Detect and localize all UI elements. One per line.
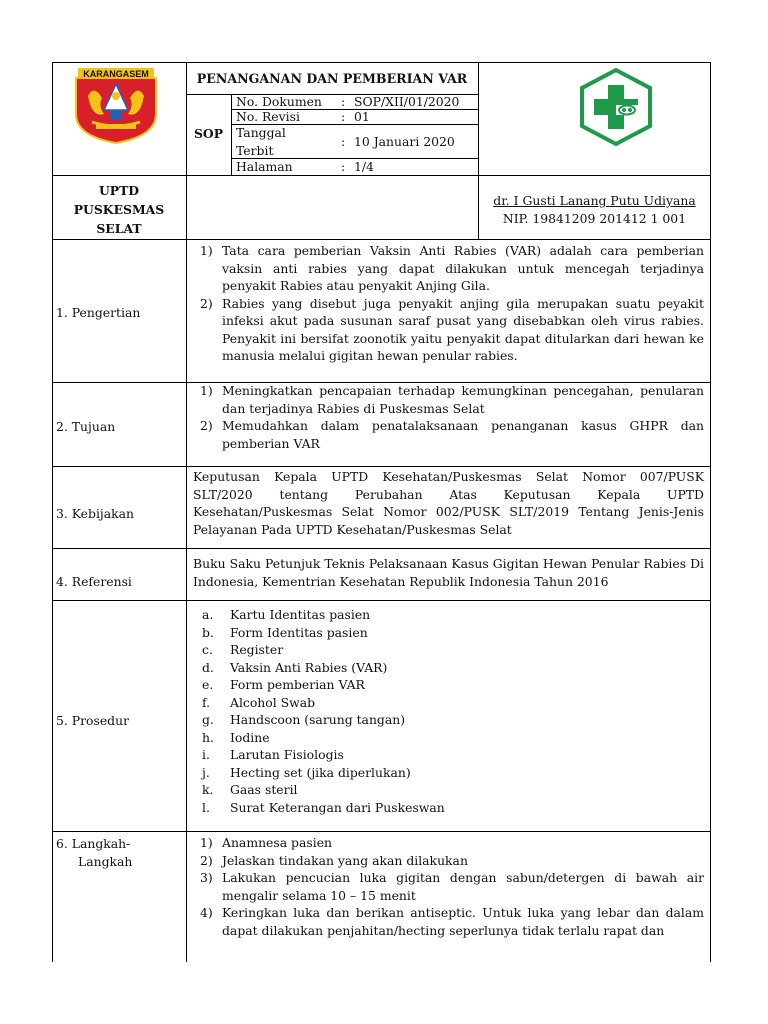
list-item: h. Iodine: [202, 729, 270, 745]
referensi-text: Buku Saku Petunjuk Teknis Pelaksanaan Kasus Gigitan Hewan Penular Rabies Di Indonesia, Kementrian Kesehatan Republik Indonesia Tahun 2016: [193, 556, 704, 589]
puskesmas-logo-icon: [576, 67, 656, 147]
list-item: d. Vaksin Anti Rabies (VAR): [202, 659, 388, 675]
section-label-kebijakan: 3. Kebijakan: [56, 506, 135, 521]
section-line: [52, 548, 711, 549]
section-label-langkah: 6. Langkah- Langkah: [56, 836, 133, 869]
section-line: [52, 466, 711, 467]
list-item: 4) Keringkan luka dan berikan antiseptic. Untuk luka yang lebar dan dalam dapat dilakukan penjahitan/hecting seperlunya tidak terlalu rapat dan: [200, 905, 704, 938]
org-line: SELAT: [96, 221, 142, 236]
pengertian-content: [186, 242, 704, 365]
page-sep: :: [341, 159, 346, 174]
prosedur-content: [186, 606, 704, 816]
organization-name: [52, 181, 186, 238]
kebijakan-text: Keputusan Kepala UPTD Kesehatan/Puskesmas Selat Nomor 007/PUSK SLT/2020 tentang Perubahan Atas Keputusan Kepala UPTD Kesehatan/Puskesmas Selat Nomor 002/PUSK SLT/2019 Tentang Jenis-Jenis Pelayanan Pada UPTD Kesehatan/Puskesmas Selat: [193, 469, 704, 537]
revision-sep: :: [341, 109, 346, 124]
header-bottom-line: [52, 239, 711, 240]
list-item: j. Hecting set (jika diperlukan): [202, 764, 411, 780]
region-label: KARANGASEM: [83, 69, 149, 79]
org-line: PUSKESMAS: [73, 202, 165, 217]
sop-divider: [231, 94, 232, 175]
section-label-referensi: 4. Referensi: [56, 574, 132, 589]
revision-value: 01: [354, 109, 370, 124]
org-line: UPTD: [98, 183, 140, 198]
section-label-pengertian: 1. Pengertian: [56, 305, 141, 320]
page-label: Halaman: [236, 159, 293, 174]
list-item: f. Alcohol Swab: [202, 694, 316, 710]
issue-date-value: 10 Januari 2020: [354, 134, 455, 149]
tujuan-content: [186, 382, 704, 452]
list-item: a. Kartu Identitas pasien: [202, 607, 371, 622]
issue-date-label: Tanggal Terbit: [236, 125, 286, 158]
revision-label: No. Revisi: [236, 109, 300, 124]
list-item: 2) Rabies yang disebut juga penyakit anjing gila merupakan suatu peyakit infeksi akut pada susunan saraf pusat yang disebabkan oleh virus rabies. Penyakit ini bersifat zoonotik yaitu penyakit dapat ditularkan dari hewan ke manusia melalui gigitan hewan penular rabies.: [200, 295, 704, 363]
section-label-prosedur: 5. Prosedur: [56, 713, 130, 728]
list-item: l. Surat Keterangan dari Puskeswan: [202, 799, 445, 815]
list-item: 1) Meningkatkan pencapaian terhadap kemungkinan pencegahan, penularan dan terjadinya Rabies di Puskesmas Selat: [200, 383, 704, 416]
column-divider: [186, 62, 187, 962]
list-item: 2) Jelaskan tindakan yang akan dilakukan: [200, 852, 468, 868]
section-line: [52, 831, 711, 832]
list-item: k. Gaas steril: [202, 782, 298, 797]
document-title: PENANGANAN DAN PEMBERIAN VAR: [196, 71, 468, 86]
page-value: 1/4: [354, 159, 374, 174]
list-item: 1) Anamnesa pasien: [200, 835, 333, 850]
list-item: 1) Tata cara pemberian Vaksin Anti Rabies (VAR) adalah cara pemberian vaksin anti rabies yang dapat dilakukan untuk mencegah terjadinya penyakit Rabies atau penyakit Anjing Gila.: [200, 243, 704, 293]
langkah-content: [186, 834, 704, 939]
section-label-tujuan: 2. Tujuan: [56, 419, 116, 434]
signatory-nip: NIP. 19841209 201412 1 001: [502, 210, 687, 226]
signatory-name: dr. I Gusti Lanang Putu Udiyana: [493, 193, 696, 208]
list-item: b. Form Identitas pasien: [202, 624, 368, 640]
karangasem-emblem-icon: [74, 66, 158, 144]
doc-number-label: No. Dokumen: [236, 94, 322, 109]
list-item: 2) Memudahkan dalam penatalaksanaan penanganan kasus GHPR dan pemberian VAR: [200, 418, 704, 451]
section-line: [52, 600, 711, 601]
list-item: g. Handscoon (sarung tangan): [202, 712, 406, 727]
signatory-block: [478, 192, 711, 227]
list-item: e. Form pemberian VAR: [202, 677, 365, 692]
doc-number-sep: :: [341, 94, 346, 109]
sop-document: [52, 62, 711, 962]
doc-number-value: SOP/XII/01/2020: [354, 94, 460, 109]
list-item: i. Larutan Fisiologis: [202, 747, 344, 762]
issue-date-sep: :: [341, 134, 346, 149]
header-row-line: [52, 175, 711, 176]
list-item: c. Register: [202, 642, 284, 657]
list-item: 3) Lakukan pencucian luka gigitan dengan sabun/detergen di bawah air mengalir selama 10 – 15 menit: [200, 870, 704, 903]
sop-label: SOP: [193, 126, 224, 141]
